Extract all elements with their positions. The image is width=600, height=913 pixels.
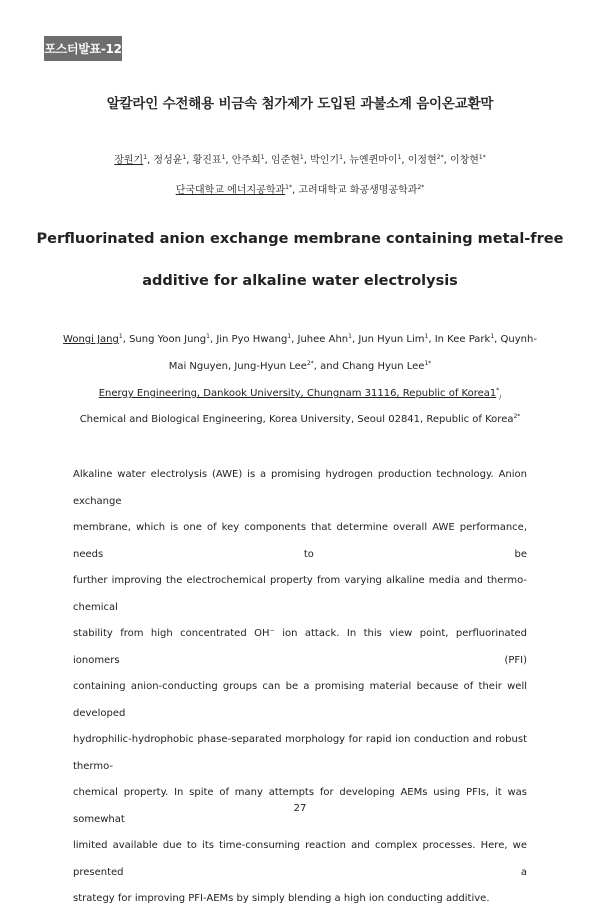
author-sup: 2* xyxy=(306,360,314,367)
author-name: Jin Pyo Hwang xyxy=(216,334,288,345)
abstract xyxy=(73,462,527,913)
author-name: Wongi Jang xyxy=(63,334,119,345)
abstract-line: containing anion-conducting groups can be a promising material because of their well developed xyxy=(73,681,527,719)
author-name: Jun Hyun Lim xyxy=(358,334,425,345)
author-name: 안주희 xyxy=(231,155,261,166)
korean-authors: 장원기$^1$, 정성윤$^1$, 황진표$^1$, 안주희$^1$, 임준현$^1$, 박인기$^1$, 뉴옌퀸마이$^1$, 이정현$^{2*}$, 이창현$^{1*}$ xyxy=(114,154,486,166)
author-name: 정성윤 xyxy=(153,155,183,166)
author-sup: 1* xyxy=(478,154,486,161)
section-badge: 포스터발표-12 xyxy=(44,36,122,61)
abstract-line: further improving the electrochemical property from varying alkaline media and thermo-chemical xyxy=(73,575,527,613)
author-sup: 1 xyxy=(397,154,402,161)
author-sup: 1 xyxy=(299,154,304,161)
korean-affiliations: 단국대학교 에너지공학과$^{1*}$, 고려대학교 화공생명공학과$^{2*}$ xyxy=(175,184,425,196)
author-name: 박인기 xyxy=(310,155,340,166)
author-sup: 1* xyxy=(424,360,432,367)
abstract-line: stability from high concentrated OH⁻ ion attack. In this view point, perfluorinated ionomers (PFI) xyxy=(73,628,527,666)
affiliation-sub: / xyxy=(499,394,502,401)
author-name: 장원기 xyxy=(114,155,144,166)
abstract-line: strategy for improving PFI-AEMs by simply blending a high ion conducting additive. xyxy=(73,893,490,904)
affiliation-sup: 2* xyxy=(513,413,521,420)
author-name: Juhee Ahn xyxy=(297,334,349,345)
author-name: 이창현 xyxy=(449,155,479,166)
korean-affiliation-2: 고려대학교 화공생명공학과 xyxy=(298,185,418,196)
korean-affiliation-1-sup: 1* xyxy=(285,184,292,191)
page-number: 27 xyxy=(293,803,307,814)
author-name: Quynh- xyxy=(500,334,537,345)
abstract-line: limited available due to its time-consuming reaction and complex processes. Here, we presented a xyxy=(73,840,527,878)
korean-affiliation-1: 단국대학교 에너지공학과 xyxy=(175,185,286,196)
abstract-line: chemical property. In spite of many attempts for developing AEMs using PFIs, it was somewhat xyxy=(73,787,527,825)
author-sup: 1 xyxy=(260,154,265,161)
author-name: 황진표 xyxy=(192,155,222,166)
author-sup: 1 xyxy=(118,333,123,340)
english-authors-line-1: Wongi Jang$^1$, Sung Yoon Jung$^1$, Jin Pyo Hwang$^1$, Juhee Ahn$^1$, Jun Hyun Lim$^1$, In Kee Park$^1$, Quynh- xyxy=(63,333,537,345)
korean-title: 알칼라인 수전해용 비금속 첨가제가 도입된 과불소계 음이온교환막 xyxy=(106,96,494,112)
english-affiliation-2-text: Chemical and Biological Engineering, Korea University, Seoul 02841, Republic of Korea xyxy=(79,414,514,425)
abstract-line: hydrophilic-hydrophobic phase-separated morphology for rapid ion conduction and robust thermo- xyxy=(73,734,527,772)
author-sup: 1 xyxy=(287,333,292,340)
author-name: Sung Yoon Jung xyxy=(129,334,207,345)
author-name: In Kee Park xyxy=(434,334,491,345)
english-authors-line-2: Mai Nguyen, Jung-Hyun Lee$^{2*}$, and Chang Hyun Lee$^{1*}$ xyxy=(168,360,432,372)
abstract-line: Alkaline water electrolysis (AWE) is a promising hydrogen production technology. Anion exchange xyxy=(73,469,527,507)
author-sup: 1 xyxy=(339,154,343,161)
author-sup: 1 xyxy=(348,333,352,340)
author-sup: 1 xyxy=(221,154,226,161)
english-author: Jung-Hyun Lee xyxy=(234,361,307,372)
author-name: 뉴옌퀸마이 xyxy=(349,155,398,166)
english-author: Mai Nguyen xyxy=(168,361,228,372)
author-sup: 1 xyxy=(206,333,210,340)
author-name: 이정현 xyxy=(407,155,437,166)
author-sup: 1 xyxy=(182,154,187,161)
and-text: and xyxy=(320,361,339,372)
abstract-line: membrane, which is one of key components that determine overall AWE performance, needs to be xyxy=(73,522,527,560)
english-title-line-2: additive for alkaline water electrolysis xyxy=(142,273,458,289)
korean-affiliation-2-sup: 2* xyxy=(417,184,425,191)
author-sup: 2* xyxy=(436,154,444,161)
english-title-line-1: Perfluorinated anion exchange membrane containing metal-free xyxy=(36,231,564,247)
affiliation-sup: * xyxy=(496,387,500,394)
english-affiliation-1-text: Energy Engineering, Dankook University, Chungnam 31116, Republic of Korea1 xyxy=(98,388,497,399)
english-affiliation-1 xyxy=(0,388,600,399)
author-sup: 1 xyxy=(143,154,148,161)
author-sup: 1 xyxy=(424,333,429,340)
author-name: 임준현 xyxy=(270,155,300,166)
english-affiliation-2 xyxy=(0,414,600,425)
author-sup: 1 xyxy=(490,333,495,340)
english-author: Chang Hyun Lee xyxy=(342,361,425,372)
